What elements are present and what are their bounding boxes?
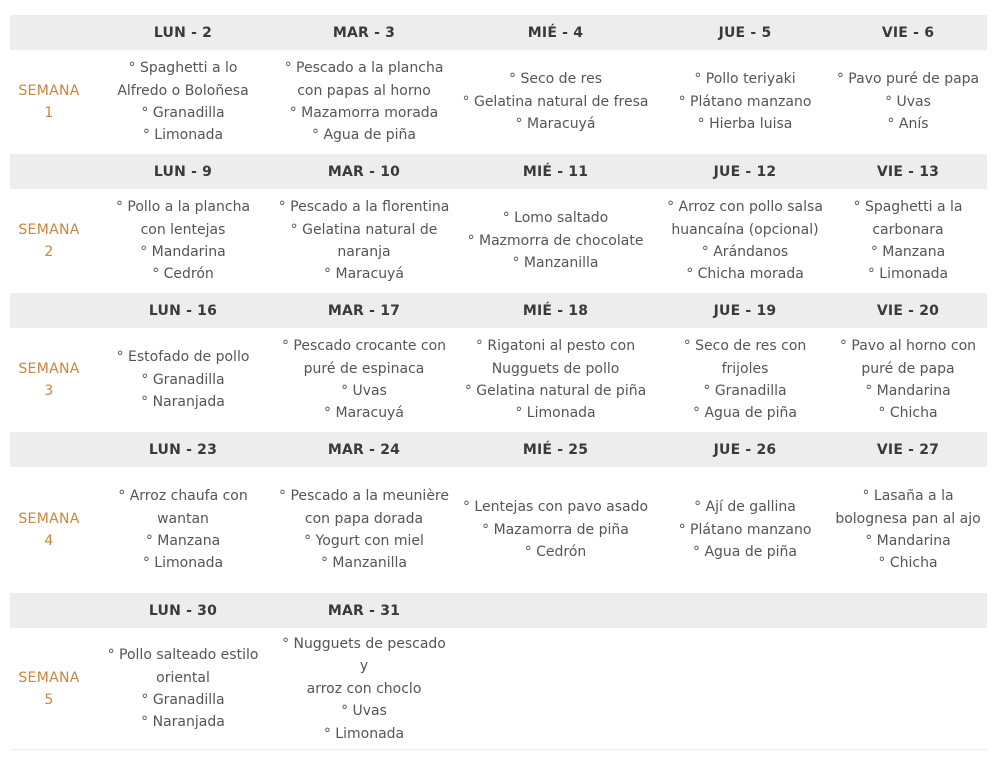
menu-cell bbox=[88, 196, 278, 286]
header-spacer bbox=[10, 154, 88, 189]
menu-item: ° Naranjada bbox=[141, 714, 225, 731]
week-header-row bbox=[10, 293, 987, 328]
header-spacer bbox=[10, 432, 88, 467]
week-header-row bbox=[10, 593, 987, 628]
menu-item: ° Seco de res bbox=[509, 71, 602, 88]
day-title bbox=[661, 593, 829, 628]
day-title: MAR - 24 bbox=[327, 441, 401, 458]
menu-item: ° Mazamorra morada bbox=[289, 105, 439, 121]
menu-cell bbox=[278, 196, 450, 286]
day-title: JUE - 12 bbox=[713, 163, 777, 180]
menu-cell bbox=[88, 644, 278, 734]
day-title: MIÉ - 4 bbox=[527, 24, 584, 41]
day-title bbox=[450, 593, 661, 628]
week-label-number: 5 bbox=[44, 692, 54, 708]
week-label bbox=[10, 219, 88, 263]
menu-item: ° Cedrón bbox=[524, 544, 587, 561]
menu-item: carbonara bbox=[872, 221, 944, 238]
week-label bbox=[10, 358, 88, 402]
menu-item: ° Granadilla bbox=[141, 371, 225, 388]
menu-item: ° Limonada bbox=[867, 266, 949, 283]
week-label bbox=[10, 80, 88, 124]
menu-item: ° Arándanos bbox=[701, 244, 789, 260]
menu-item: ° Pavo al horno con bbox=[839, 338, 977, 355]
week-label bbox=[10, 508, 88, 552]
menu-item: ° Plátano manzano bbox=[678, 521, 812, 538]
menu-item: ° Arroz chaufa con bbox=[118, 488, 248, 505]
menu-item: ° Maracuyá bbox=[324, 405, 404, 422]
week-menu-row bbox=[10, 189, 987, 293]
week-3-section bbox=[10, 293, 987, 432]
day-title: VIE - 6 bbox=[881, 24, 935, 41]
week-5-section bbox=[10, 593, 987, 750]
menu-item: ° Lomo saltado bbox=[502, 210, 609, 227]
menu-item: ° Pescado a la florentina bbox=[278, 199, 450, 216]
menu-cell bbox=[450, 335, 661, 425]
menu-item: ° Mandarina bbox=[865, 533, 951, 549]
menu-item: ° Agua de piña bbox=[693, 544, 797, 561]
day-title: LUN - 2 bbox=[153, 24, 213, 41]
menu-item: ° Spaghetti a la bbox=[853, 199, 963, 216]
week-menu-row bbox=[10, 50, 987, 154]
menu-item: ° Seco de res con frijoles bbox=[683, 338, 807, 377]
menu-item: ° Yogurt con miel bbox=[304, 533, 424, 549]
menu-cell bbox=[278, 335, 450, 425]
week-label-number: 1 bbox=[44, 105, 54, 121]
day-title: VIE - 13 bbox=[876, 163, 940, 180]
menu-item: ° Limonada bbox=[142, 127, 224, 144]
menu-item: Alfredo o Boloñesa bbox=[117, 82, 249, 99]
menu-item: Nugguets de pollo bbox=[491, 360, 620, 377]
menu-cell bbox=[88, 346, 278, 413]
menu-cell bbox=[278, 485, 450, 575]
menu-item: huancaína (opcional) bbox=[671, 221, 819, 238]
day-title: MIÉ - 11 bbox=[522, 163, 589, 180]
menu-item: naranja bbox=[337, 244, 391, 260]
menu-item: puré de papa bbox=[861, 360, 955, 377]
menu-cell bbox=[661, 496, 829, 563]
menu-cell bbox=[450, 496, 661, 563]
menu-item: ° Granadilla bbox=[141, 105, 225, 121]
header-spacer bbox=[10, 293, 88, 328]
day-title: MAR - 31 bbox=[327, 602, 401, 619]
menu-item: ° Manzana bbox=[145, 533, 221, 549]
week-2-section bbox=[10, 154, 987, 293]
menu-item: ° Manzana bbox=[870, 244, 946, 260]
menu-item: ° Lasaña a la bbox=[862, 488, 954, 505]
menu-item: ° Uvas bbox=[341, 383, 387, 399]
menu-item: ° Maracuyá bbox=[515, 116, 596, 133]
menu-item: ° Ají de gallina bbox=[694, 499, 796, 516]
menu-item: ° Chicha morada bbox=[686, 266, 804, 283]
menu-cell bbox=[829, 485, 987, 575]
menu-item: ° Gelatina natural de bbox=[290, 221, 438, 238]
menu-item: ° Limonada bbox=[142, 555, 224, 572]
menu-item: ° Maracuyá bbox=[324, 266, 404, 283]
menu-item: ° Plátano manzano bbox=[678, 93, 812, 110]
day-title: MIÉ - 18 bbox=[522, 302, 589, 319]
menu-item: ° Pavo puré de papa bbox=[836, 71, 980, 88]
menu-item: ° Arroz con pollo salsa bbox=[667, 199, 823, 216]
menu-item: con papa dorada bbox=[304, 510, 424, 527]
menu-cell bbox=[88, 485, 278, 575]
header-spacer bbox=[10, 15, 88, 50]
week-header-row bbox=[10, 432, 987, 467]
day-title: MIÉ - 25 bbox=[522, 441, 589, 458]
menu-calendar-table bbox=[10, 15, 987, 750]
menu-item: ° Agua de piña bbox=[693, 405, 797, 422]
week-label-text: SEMANA bbox=[18, 222, 80, 238]
menu-item: ° Mandarina bbox=[140, 244, 226, 260]
menu-cell bbox=[829, 68, 987, 135]
week-label-text: SEMANA bbox=[18, 361, 80, 377]
menu-item: ° Manzanilla bbox=[320, 555, 408, 572]
day-title: VIE - 27 bbox=[876, 441, 940, 458]
week-label bbox=[10, 667, 88, 711]
menu-item: ° Mazamorra de piña bbox=[482, 521, 629, 538]
day-title: LUN - 16 bbox=[148, 302, 218, 319]
week-4-section bbox=[10, 432, 987, 593]
menu-item: ° Mazmorra de chocolate bbox=[467, 232, 644, 249]
menu-item: ° Anís bbox=[887, 116, 929, 133]
menu-item: ° Rigatoni al pesto con bbox=[475, 338, 636, 355]
menu-cell bbox=[829, 335, 987, 425]
day-title: VIE - 20 bbox=[876, 302, 940, 319]
table-bottom-divider bbox=[10, 749, 987, 750]
menu-cell bbox=[661, 68, 829, 135]
menu-item: ° Uvas bbox=[341, 703, 387, 720]
header-spacer bbox=[10, 593, 88, 628]
week-label-number: 4 bbox=[44, 533, 54, 549]
week-label-text: SEMANA bbox=[18, 83, 80, 99]
day-title: JUE - 19 bbox=[713, 302, 777, 319]
week-menu-row bbox=[10, 467, 987, 593]
menu-cell bbox=[450, 68, 661, 135]
week-label-number: 2 bbox=[44, 244, 54, 260]
week-label-text: SEMANA bbox=[18, 670, 80, 686]
week-1-section bbox=[10, 15, 987, 154]
menu-cell bbox=[661, 196, 829, 286]
menu-item: ° Nugguets de pescado y bbox=[282, 635, 446, 675]
menu-item: wantan bbox=[157, 510, 209, 527]
menu-item: ° Uvas bbox=[885, 93, 931, 110]
day-title: LUN - 23 bbox=[148, 441, 218, 458]
week-menu-row bbox=[10, 328, 987, 432]
day-title: LUN - 30 bbox=[148, 602, 218, 619]
menu-cell bbox=[661, 335, 829, 425]
day-title: JUE - 5 bbox=[718, 24, 772, 41]
menu-item: ° Mandarina bbox=[865, 383, 951, 399]
menu-item: ° Limonada bbox=[515, 405, 596, 422]
menu-cell bbox=[450, 207, 661, 274]
day-title bbox=[829, 593, 987, 628]
menu-item: ° Pescado a la plancha bbox=[284, 60, 444, 77]
menu-item: ° Granadilla bbox=[703, 383, 787, 399]
menu-item: ° Cedrón bbox=[152, 266, 214, 283]
week-header-row bbox=[10, 154, 987, 189]
menu-item: puré de espinaca bbox=[303, 360, 425, 377]
menu-item: ° Pollo teriyaki bbox=[694, 71, 796, 88]
menu-item: ° Naranjada bbox=[141, 394, 225, 411]
day-title: MAR - 17 bbox=[327, 302, 401, 319]
menu-item: ° Granadilla bbox=[141, 692, 225, 708]
menu-cell bbox=[88, 57, 278, 147]
menu-item: ° Pollo salteado estilo bbox=[107, 647, 259, 664]
day-title: MAR - 10 bbox=[327, 163, 401, 180]
menu-item: ° Limonada bbox=[323, 725, 405, 742]
menu-item: con lentejas bbox=[140, 221, 226, 238]
menu-item: bolognesa pan al ajo bbox=[835, 510, 981, 527]
menu-cell bbox=[278, 57, 450, 147]
week-label-number: 3 bbox=[44, 383, 54, 399]
day-title: LUN - 9 bbox=[153, 163, 213, 180]
menu-item: arroz con choclo bbox=[306, 680, 422, 697]
day-title: JUE - 26 bbox=[713, 441, 777, 458]
menu-item: ° Gelatina natural de fresa bbox=[462, 93, 649, 110]
menu-item: ° Gelatina natural de piña bbox=[464, 383, 647, 399]
menu-item: ° Hierba luisa bbox=[697, 116, 793, 133]
menu-item: con papas al horno bbox=[297, 82, 431, 99]
menu-item: oriental bbox=[156, 669, 210, 686]
menu-item: ° Pollo a la plancha bbox=[115, 199, 251, 216]
menu-item: ° Spaghetti a lo bbox=[128, 60, 238, 77]
menu-item: ° Lentejas con pavo asado bbox=[462, 499, 649, 516]
menu-item: ° Pescado a la meunière bbox=[279, 488, 449, 505]
week-label-text: SEMANA bbox=[18, 511, 80, 527]
menu-item: ° Chicha bbox=[878, 405, 938, 422]
menu-item: ° Agua de piña bbox=[312, 127, 416, 144]
menu-item: ° Chicha bbox=[878, 555, 938, 572]
menu-item: ° Manzanilla bbox=[512, 255, 599, 272]
menu-cell bbox=[829, 196, 987, 286]
menu-item: ° Pescado crocante con bbox=[281, 338, 447, 355]
week-menu-row bbox=[10, 628, 987, 750]
week-header-row bbox=[10, 15, 987, 50]
day-title: MAR - 3 bbox=[332, 24, 396, 41]
menu-cell bbox=[278, 633, 450, 745]
menu-item: ° Estofado de pollo bbox=[116, 349, 250, 366]
